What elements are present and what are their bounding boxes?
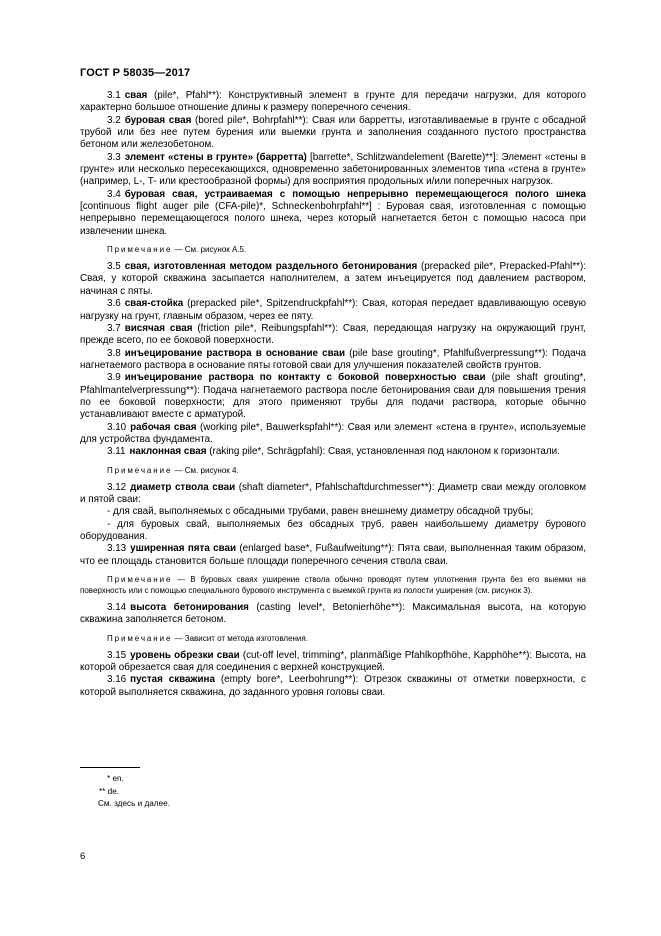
footnote-divider — [80, 767, 140, 768]
definition-3-13 — [80, 543, 586, 568]
term: пустая скважина — [130, 674, 215, 686]
clause-number: 3.1 — [107, 90, 121, 101]
definition-text: (working pile*, Bauwerkspfahl**): Свая или элемент «стена в грунте», используемые для устройства фундамента. — [80, 421, 586, 445]
term: диаметр ствола сваи — [130, 481, 236, 493]
definition-text: (enlarged base*, Fußaufweitung**): Пята сваи, выполненная таким образом, что ее площадь становится больше площади поперечного сечения ствола сваи. — [80, 543, 586, 567]
footnote-see-here: См. здесь и далее. — [98, 799, 170, 808]
note — [80, 633, 586, 644]
definition-3-10 — [80, 422, 586, 447]
note-text: — В буровых сваях уширение ствола обычно проводят путем уплотнения грунта без его выемки на поверхность или с помощью специального бурового инструмента с выемкой грунта из полости уширения (см. рисунок 3). — [80, 575, 586, 596]
definition-text: (pile shaft grouting*, Pfahlmantelverpressung**): Подача нагнетаемого раствора после бетонирования сваи для повышения трения по ее боковой поверхности; для этого применяют трубы для подачи раствора, которые обычно устанавливают вместе с арматурой. — [80, 372, 586, 421]
definition-3-4 — [80, 189, 586, 238]
definition-text: (prepacked pile*, Spitzendruckpfahl**): Свая, которая передает вдавливающую осевую нагрузку на грунт, главным образом, через ее пяту. — [80, 298, 586, 322]
term: элемент «стены в грунте» (барретта) — [124, 151, 307, 163]
definition-text: (pile*, Pfahl**): Конструктивный элемент в грунте для передачи нагрузки, для которого характерно большое отношение длины к размеру поперечного сечения. — [80, 90, 586, 114]
clause-number: 3.11 — [107, 446, 126, 458]
definition-text: (cut-off level, trimming*, planmäßige Pfahlkopfhöhe, Kapphöhe**): Высота, на которой обрезается свая для соединения с верхней конструкцией. — [80, 649, 586, 674]
definition-text: (raking pile*, Schrägpfahl): Свая, установленная под наклоном к горизонтали. — [209, 446, 560, 458]
page-header-standard: ГОСТ Р 58035—2017 — [80, 67, 191, 79]
definition-text: (bored pile*, Bohrpfahl**): Свая или барретты, изготавливаемые в грунте с обсадной трубой или без нее путем бурения или выемки грунта и заполнения созданного пустого пространства бетоном или железобетоном. — [80, 114, 586, 151]
definition-3-5 — [80, 261, 586, 298]
document-body — [80, 90, 586, 699]
clause-number: 3.16 — [107, 674, 127, 686]
clause-number: 3.5 — [107, 261, 121, 273]
note-text: — См. рисунок 4. — [174, 465, 239, 475]
clause-number: 3.10 — [107, 421, 127, 433]
definition-3-2 — [80, 115, 586, 152]
definition-3-6 — [80, 298, 586, 323]
note-text: — См. рисунок А.5. — [174, 245, 247, 255]
clause-number: 3.6 — [107, 298, 121, 310]
term: буровая свая, устраиваемая с помощью непрерывно перемещающегося полого шнека — [124, 188, 586, 200]
note-label: Примечание — [107, 633, 173, 643]
clause-number: 3.15 — [107, 649, 127, 661]
term: инъецирование раствора по контакту с боковой поверхностью сваи — [124, 372, 486, 384]
term: наклонная свая — [129, 446, 207, 458]
definition-3-3 — [80, 152, 586, 189]
note-label: Примечание — [107, 245, 173, 255]
definition-3-7 — [80, 323, 586, 348]
definition-text: [continuous flight auger pile (CFA-pile)*, Schneckenbohrpfahl**] : Буровая свая, изготовленная с помощью непрерывно перемещающегося полого шнека, через который нагнетается бетон с помощью насоса при извлечении шнека. — [80, 201, 586, 237]
clause-number: 3.9 — [107, 372, 121, 384]
definition-3-12 — [80, 482, 586, 507]
term: висячая свая — [124, 322, 193, 334]
note — [80, 574, 586, 596]
term: уширенная пята сваи — [130, 543, 237, 555]
term: рабочая свая — [130, 421, 197, 433]
clause-number: 3.2 — [107, 114, 121, 126]
definition-text: (friction pile*, Reibungspfahl**): Свая, передающая нагрузку на окружающий грунт, прежде всего, по ее боковой поверхности. — [80, 322, 586, 347]
clause-number: 3.8 — [107, 347, 121, 359]
note — [80, 244, 586, 255]
footnote-de: ** de. — [99, 786, 120, 796]
definition-text: (pile base grouting*, Pfahlfußverpressung**): Подача нагнетаемого раствора в основание пяты готовой сваи для улучшения показателей свойств грунтов. — [80, 347, 586, 371]
definition-text: [barrette*, Schlitzwandelement (Barette)**]: Элемент «стены в грунте» или несколько пересекающихся, одновременно забетонированных элементов типа «стена в грунте» (например, L-, T- или крестообразной формы) для восприятия продольных и/или поперечных нагрузок. — [80, 151, 586, 188]
term: инъецирование раствора в основание сваи — [124, 347, 346, 359]
clause-number: 3.12 — [107, 481, 127, 493]
list-item: - для свай, выполняемых с обсадными трубами, равен внешнему диаметру обсадной трубы; — [107, 506, 534, 518]
note-text: — Зависит от метода изготовления. — [174, 633, 308, 643]
list-item: - для буровых свай, выполняемых без обсадных труб, равен наибольшему диаметру бурового оборудования. — [80, 518, 586, 542]
definition-text: (prepacked pile*, Prepacked-Pfahl**): Свая, у которой скважина засыпается наполнителем, а затем инъецируется под давлением раствором, начиная с пяты. — [80, 261, 586, 297]
term: свая, изготовленная методом раздельного бетонирования — [124, 261, 418, 273]
definition-3-16 — [80, 674, 586, 699]
clause-number: 3.13 — [107, 543, 127, 555]
page-number: 6 — [80, 851, 86, 862]
term: высота бетонирования — [130, 602, 249, 614]
clause-number: 3.7 — [107, 322, 121, 334]
definition-3-11 — [80, 446, 586, 458]
definition-text: (casting level*, Betonierhöhe**): Максимальная высота, на которую скважина заполняется бетоном. — [80, 602, 586, 626]
term: буровая свая — [124, 114, 192, 126]
clause-number: 3.14 — [107, 602, 127, 614]
footnote-en: * en. — [107, 774, 124, 783]
footnotes — [80, 773, 170, 811]
definition-3-15 — [80, 650, 586, 675]
term: свая-стойка — [124, 298, 184, 310]
definition-text: (shaft diameter*, Pfahlschaftdurchmesser**): Диаметр сваи между оголовком и пятой сваи: — [80, 481, 586, 505]
definition-3-8 — [80, 348, 586, 373]
clause-number: 3.4 — [107, 188, 121, 200]
clause-number: 3.3 — [107, 151, 121, 163]
definition-3-9 — [80, 372, 586, 421]
definition-3-1 — [80, 90, 586, 115]
note — [80, 465, 586, 476]
note-label: Примечание — [107, 465, 173, 475]
note-label: Примечание — [107, 575, 173, 585]
definition-text: (empty bore*, Leerbohrung**): Отрезок скважины от отметки поверхности, с которой выполняется скважина, до заданного уровня головы сваи. — [80, 674, 586, 698]
definition-3-14 — [80, 602, 586, 627]
term: уровень обрезки сваи — [130, 649, 240, 661]
term: свая — [124, 90, 148, 101]
